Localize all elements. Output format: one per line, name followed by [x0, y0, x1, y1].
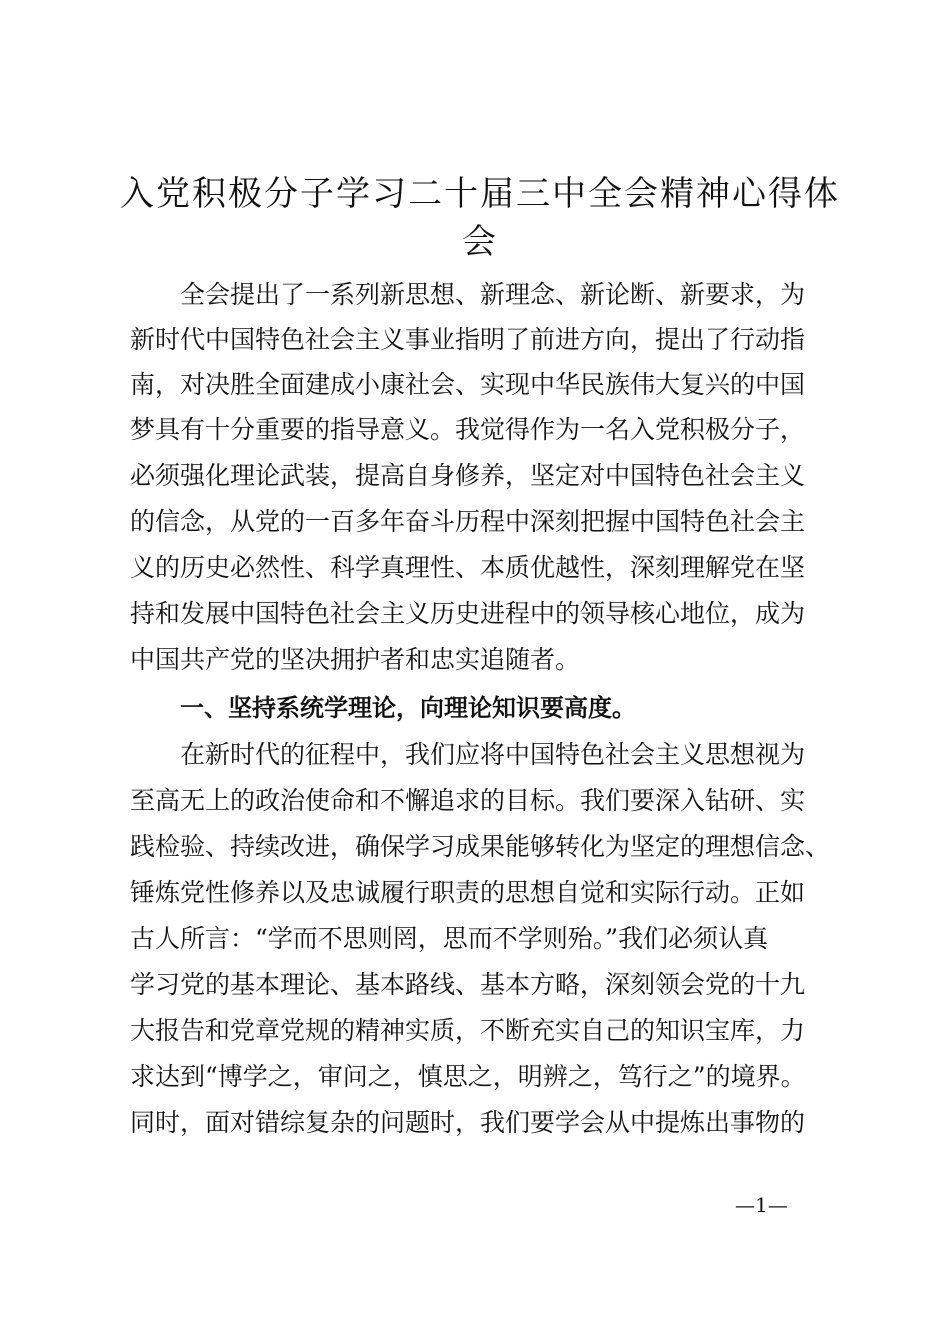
- text-line: 的信念，从党的一百多年奋斗历程中深刻把握中国特色社会主: [130, 507, 806, 536]
- text-line: 求达到“博学之，审问之，慎思之，明辨之，笃行之”的境界。: [130, 1062, 806, 1091]
- text-line: 必须强化理论武装，提高自身修养，坚定对中国特色社会主义: [130, 461, 806, 490]
- document-title: [120, 170, 840, 266]
- text-line: 古人所言：“学而不思则罔，思而不学则殆。”我们必须认真: [130, 924, 769, 953]
- text-line: 同时，面对错综复杂的问题时，我们要学会从中提炼出事物的: [130, 1108, 806, 1137]
- title-line-2: 会: [462, 222, 498, 262]
- page-number: —1—: [735, 1193, 788, 1217]
- text-line: 至高无上的政治使命和不懈追求的目标。我们要深入钻研、实: [130, 786, 806, 815]
- text-line: 南，对决胜全面建成小康社会、实现中华民族伟大复兴的中国: [130, 370, 806, 399]
- text-line: 锤炼党性修养以及忠诚履行职责的思想自觉和实际行动。正如: [130, 878, 806, 907]
- text-line: 新时代中国特色社会主义事业指明了前进方向，提出了行动指: [130, 325, 806, 354]
- title-line-1: 入党积极分子学习二十届三中全会精神心得体: [120, 174, 840, 214]
- text-line: 学习党的基本理论、基本路线、基本方略，深刻领会党的十九: [130, 970, 806, 999]
- text-line: 在新时代的征程中，我们应将中国特色社会主义思想视为: [180, 740, 806, 769]
- text-line: 大报告和党章党规的精神实质，不断充实自己的知识宝库，力: [130, 1016, 806, 1045]
- text-line: 持和发展中国特色社会主义历史进程中的领导核心地位，成为: [130, 599, 806, 628]
- text-line: 梦具有十分重要的指导意义。我觉得作为一名入党积极分子，: [130, 415, 806, 444]
- text-line: 义的历史必然性、科学真理性、本质优越性，深刻理解党在坚: [130, 553, 806, 582]
- text-line: 中国共产党的坚决拥护者和忠实追随者。: [130, 645, 581, 674]
- section-heading-1: 一、坚持系统学理论，向理论知识要高度。: [180, 694, 636, 722]
- text-line: 全会提出了一系列新思想、新理念、新论断、新要求，为: [180, 280, 806, 309]
- text-line: 践检验、持续改进，确保学习成果能够转化为坚定的理想信念、: [130, 832, 831, 861]
